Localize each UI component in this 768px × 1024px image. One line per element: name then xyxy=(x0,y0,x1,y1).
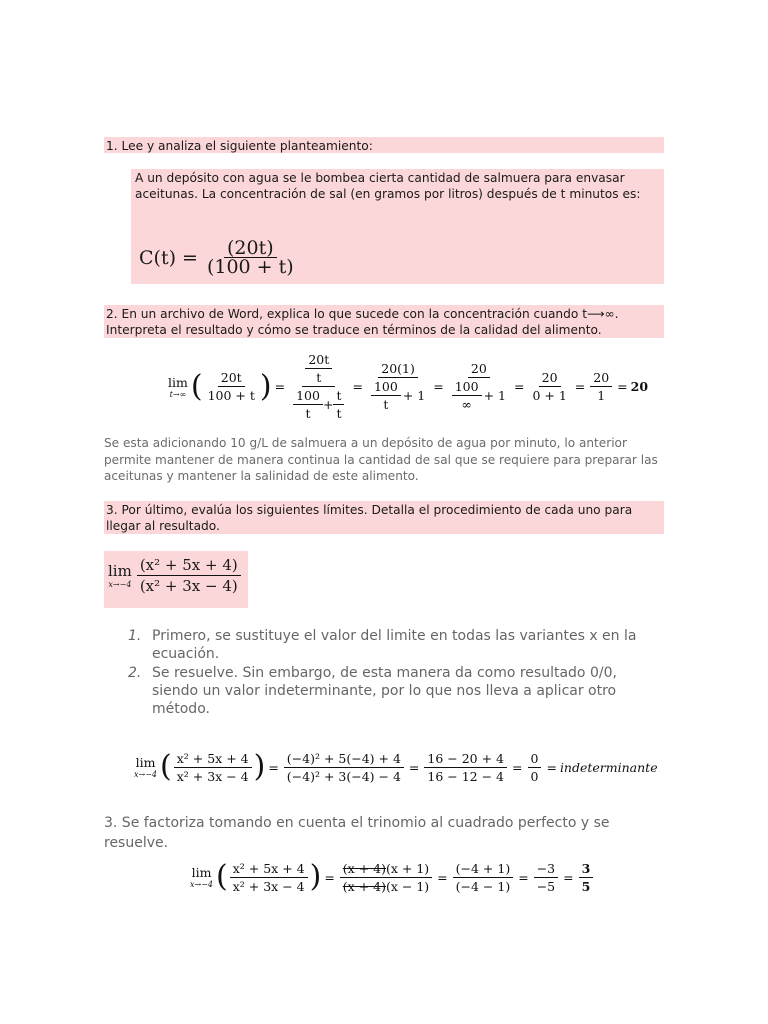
lim-subscript: t→∞ xyxy=(169,389,187,399)
fraction-2-den xyxy=(340,878,432,894)
problem-statement-text: A un depósito con agua se le bombea cierta cantidad de salmuera para envasar aceitunas. La concentración de sal (en gramos por litros) después de t minutos es: xyxy=(135,171,641,201)
lim-text: lim xyxy=(168,374,188,390)
fraction-3-den-den: t xyxy=(383,397,389,412)
formula-lhs: C(t) = xyxy=(139,246,198,269)
list-item xyxy=(128,627,648,663)
fraction-2-num-den: t xyxy=(316,370,322,385)
fraction-2-num: (−4)² + 5(−4) + 4 xyxy=(284,751,404,768)
limit-equation-1: lim t→∞ ( $\frac{20t}{100 + t}$ ) = $\frac{20t}{t}$ $\frac{100}{t}$ + $\frac{t}{t}$ = 20(1) $\frac{100}{t}$ + 1 = 20 $\frac{100}{\infty}$ + 1 = $\frac{20}{0 + 1}$ = $\frac{20}{1}$ = 20 xyxy=(168,352,649,421)
fraction-4-den-plus: + 1 xyxy=(483,388,506,403)
equation-1-result: 20 xyxy=(630,379,649,394)
fraction-4-den-num: 100 xyxy=(452,379,482,396)
fraction-1 xyxy=(205,370,258,403)
step-text: Se resuelve. Sin embargo, de esta manera da como resultado 0/0, siendo un valor indeterminante, por lo que nos lleva a aplicar otro método. xyxy=(152,665,617,717)
fraction-2 xyxy=(284,751,404,784)
fraction-2-num xyxy=(302,352,335,387)
fraction-1 xyxy=(230,861,308,894)
fraction-2-den xyxy=(290,387,347,421)
fraction-2-den-a-num: 100 xyxy=(293,388,323,405)
list-item xyxy=(128,664,648,718)
fraction-2 xyxy=(290,352,347,421)
lim-operator xyxy=(190,865,213,889)
fraction-3 xyxy=(424,751,507,784)
right-paren: ) xyxy=(309,859,322,894)
limit-problem-box xyxy=(104,551,248,608)
limit-box-num: (x² + 5x + 4) xyxy=(137,556,241,576)
fraction-3-den: 16 − 12 − 4 xyxy=(427,768,505,784)
lim-text: lim xyxy=(135,755,156,770)
fraction-1-num: 20t xyxy=(218,370,245,387)
formula-fraction xyxy=(204,237,297,278)
fraction-2-den: (−4)² + 3(−4) − 4 xyxy=(286,768,401,784)
fraction-1 xyxy=(174,751,252,784)
interpretation-paragraph: Se esta adicionando 10 g/L de salmuera a un depósito de agua por minuto, lo anterior permite mantener de manera continua la cantidad de sal que se requiere para preparar las aceitunas y mantener la salinidad de este alimento. xyxy=(104,436,658,483)
right-paren: ) xyxy=(253,749,266,784)
fraction-1-num: x² + 5x + 4 xyxy=(174,751,252,768)
fraction-4-den xyxy=(449,378,509,412)
step-text: Primero, se sustituye el valor del limite en todas las variantes x en la ecuación. xyxy=(152,628,637,662)
fraction-4 xyxy=(449,361,509,412)
fraction-6-num: 20 xyxy=(590,370,612,387)
fraction-4-den: −5 xyxy=(536,878,556,894)
question-1-heading: 1. Lee y analiza el siguiente planteamiento: xyxy=(104,137,664,153)
remaining-factor: (x + 1) xyxy=(385,860,430,876)
fraction-5-den: 0 + 1 xyxy=(532,388,567,403)
fraction-2-num xyxy=(340,861,432,878)
fraction-3 xyxy=(453,861,514,894)
fraction-3-num: 20(1) xyxy=(378,361,418,378)
remaining-factor: (x − 1) xyxy=(385,878,430,894)
fraction-4 xyxy=(534,861,558,894)
result-num: 3 xyxy=(579,861,594,878)
limit-equation-3: lim x→−4 ( $\frac{\text{x² + 5x + 4}}{\text{x² + 3x − 4}}$ ) = $\frac{(x + 4)(x + 1)}{(x + 4)(x - 1)}$ = $\frac{(-4 + 1)}{(-4 - 1)}$ = $\frac{-3}{-5}$ = $\frac{3}{5}$ xyxy=(190,860,595,894)
left-paren: ( xyxy=(190,368,203,404)
limit-box-den: (x² + 3x − 4) xyxy=(139,577,238,595)
fraction-1-den: x² + 3x − 4 xyxy=(232,878,305,894)
result-fraction xyxy=(579,861,594,894)
fraction-5 xyxy=(529,370,569,403)
fraction-4-num: −3 xyxy=(534,861,558,878)
step-number: 1. xyxy=(128,628,142,644)
problem-statement-box xyxy=(131,169,664,284)
fraction-3-den-num: 100 xyxy=(371,379,401,396)
fraction-1-num: x² + 5x + 4 xyxy=(230,861,308,878)
fraction-3-den xyxy=(368,378,428,412)
step-number: 2. xyxy=(128,665,142,681)
cancelled-factor: (x + 4) xyxy=(342,860,386,876)
fraction-3-num: (−4 + 1) xyxy=(453,861,514,878)
equation-2-result: indeterminante xyxy=(559,759,658,775)
step-3-text: 3. Se factoriza tomando en cuenta el trinomio al cuadrado perfecto y se resuelve. xyxy=(104,815,610,851)
lim-subscript: x→−4 xyxy=(134,770,158,779)
lim-operator xyxy=(134,755,157,779)
fraction-3-den-plus: + 1 xyxy=(402,388,426,403)
left-paren: ( xyxy=(216,859,228,894)
formula-numerator: (20t) xyxy=(224,240,277,258)
fraction-4 xyxy=(528,751,542,784)
limit-box-fraction xyxy=(137,556,241,595)
fraction-4-num: 0 xyxy=(528,751,542,768)
fraction-2-den-b-den: t xyxy=(336,406,342,421)
fraction-3-num: 16 − 20 + 4 xyxy=(424,751,507,768)
fraction-2-den-b-num: t xyxy=(333,388,344,405)
fraction-1-den: 100 + t xyxy=(207,388,255,403)
lim-text: lim xyxy=(191,865,212,880)
lim-subscript: x→−4 xyxy=(190,880,214,889)
question-2-heading: 2. En un archivo de Word, explica lo que sucede con la concentración cuando t⟶∞. Interpreta el resultado y cómo se traduce en términos de la calidad del alimento. xyxy=(104,305,664,338)
formula-denominator: (100 + t) xyxy=(206,256,294,278)
question-3-heading: 3. Por último, evalúa los siguientes límites. Detalla el procedimiento de cada uno para llegar al resultado. xyxy=(104,501,664,534)
fraction-5-num: 20 xyxy=(539,370,561,387)
lim-subscript: x→−4 xyxy=(108,580,132,589)
fraction-2-den-a-den: t xyxy=(305,406,311,421)
fraction-2-den-plus: + xyxy=(322,397,334,412)
steps-list xyxy=(128,627,648,719)
fraction-2-num-num: 20t xyxy=(305,352,332,369)
fraction-1-den: x² + 3x − 4 xyxy=(176,768,249,784)
concentration-formula xyxy=(139,237,660,278)
fraction-6 xyxy=(590,370,612,403)
fraction-4-den: 0 xyxy=(530,768,539,784)
result-den: 5 xyxy=(581,878,591,894)
lim-operator xyxy=(168,375,188,399)
fraction-3-den: (−4 − 1) xyxy=(455,878,511,894)
right-paren: ) xyxy=(259,368,272,404)
cancelled-factor: (x + 4) xyxy=(342,878,386,894)
fraction-4-den-den: ∞ xyxy=(461,397,472,412)
fraction-4-num: 20 xyxy=(468,361,490,378)
fraction-3 xyxy=(368,361,428,412)
lim-operator xyxy=(108,562,132,589)
lim-text: lim xyxy=(108,562,132,580)
fraction-2 xyxy=(340,861,432,894)
left-paren: ( xyxy=(160,749,172,784)
fraction-6-den: 1 xyxy=(597,388,606,403)
limit-equation-2: lim x→−4 ( $\frac{\text{x² + 5x + 4}}{\text{x² + 3x − 4}}$ ) = $\frac{\text{(−4)² + 5(−4) + 4}}{\text{(−4)² + 3(−4) − 4}}$ = $\frac{16 - 20 + 4}{16 - 12 - 4}$ = $\frac{0}{0}$ = indeterminante xyxy=(134,749,658,784)
